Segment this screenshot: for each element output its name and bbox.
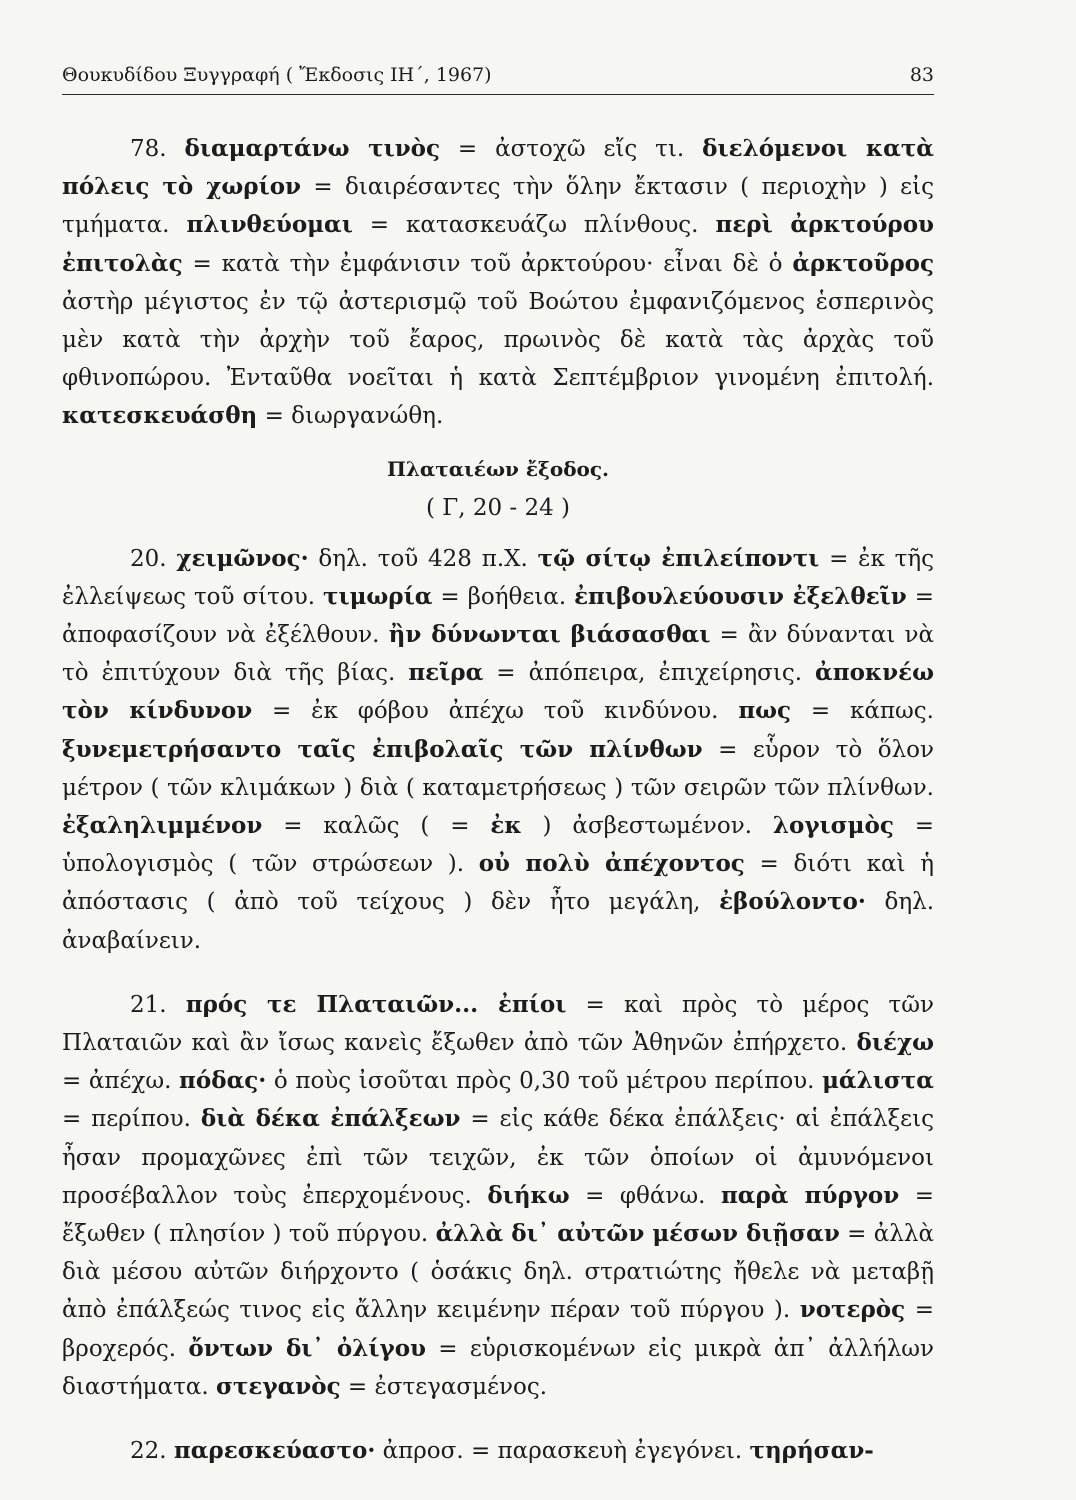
gloss: δηλ. ἀναβαίνειν. [62,889,935,954]
gloss: = βοήθεια. [432,583,575,610]
gloss: = ἔξωθεν ( πλησίον ) τοῦ πύργου. [62,1182,934,1248]
lemma: διαμαρτάνω τινὸς [184,135,441,162]
gloss: = ἀπόπειρα, ἐπιχείρησις. [483,660,816,687]
gloss: = κάπως. [791,698,934,725]
gloss: = ἐκ τῆς ἐλλείψεως τοῦ σίτου. [62,545,935,610]
lemma: πως [738,697,792,725]
paragraph-number: 21. [130,991,167,1018]
lemma: ἐκ [490,812,522,840]
gloss: = ἂν δύνανται νὰ τὸ ἐπιτύχουν διὰ τῆς βίας. [62,622,934,687]
lemma: πλινθεύομαι [186,211,353,239]
gloss: = φθάνω. [569,1182,721,1209]
lemma: χειμῶνος· [176,544,309,572]
gloss: = βροχερός. [62,1297,935,1362]
lemma: λογισμὸς [772,812,894,840]
gloss: ὁ ποὺς ἰσοῦται πρὸς 0,30 τοῦ μέτρου περίπου. [266,1068,823,1095]
gloss: = ἐστεγασμένος. [340,1373,548,1400]
lemma: ἀλλὰ δι᾿ αὐτῶν μέσων διῇσαν [435,1220,840,1248]
gloss: = περίπου. [62,1106,201,1133]
lemma: ἐπιβουλεύουσιν ἐξελθεῖν [574,582,907,610]
gloss: = ἐκ φόβου ἀπέχω τοῦ κινδύνου. [252,698,739,725]
lemma: στεγανὸς [215,1372,341,1400]
paragraph-21 [62,986,934,1406]
lemma: τηρήσαν- [749,1437,874,1465]
gloss: ἀπροσ. = παρασκευὴ ἐγεγόνει. [375,1438,750,1465]
lemma: διήκω [487,1181,570,1209]
lemma: ἢν δύνωνται βιάσασθαι [388,621,711,649]
gloss: = ἀστοχῶ εἴς τι. [440,136,703,162]
paragraph-number: 78. [130,136,167,162]
gloss: = ἀποφασίζουν νὰ ἐξέλθουν. [62,583,934,649]
paragraph-number: 22. [130,1438,167,1465]
lemma: πεῖρα [408,659,484,687]
lemma: παρὰ πύργον [720,1181,900,1209]
gloss: ἀστὴρ μέγιστος ἐν τῷ ἀστερισμῷ τοῦ Βοώτου ἐμφανιζόμενος ἑσπερινὸς μὲν κατὰ τὴν ἀρχὴν τοῦ ἔαρος, πρωινὸς δὲ κατὰ τὰς ἀρχὰς τοῦ φθινοπώρου. Ἐνταῦθα νοεῖται ἡ κατὰ Σεπτέμβριον γινομένη ἐπιτολή. [62,288,934,392]
paragraph-22 [62,1432,934,1470]
lemma: ὄντων δι᾿ ὀλίγου [188,1334,426,1362]
lemma: οὐ πολὺ ἀπέχοντος [478,850,745,878]
lemma: πόδας· [179,1067,267,1095]
lemma: διὰ δέκα ἐπάλξεων [200,1105,461,1133]
gloss: = ἀλλὰ διὰ μέσου αὐτῶν διήρχοντο ( ὁσάκις δηλ. στρατιώτης ἤθελε νὰ μεταβῇ ἀπὸ ἐπάλξεώς τινος εἰς ἄλλην κειμένην πέραν τοῦ πύργου ). [62,1221,934,1324]
lemma: τιμωρία [322,582,433,610]
lemma: μάλιστα [822,1067,934,1095]
paragraph-78 [62,130,934,436]
lemma: ἀρκτοῦρος [792,249,934,277]
gloss: = εὗρον τὸ ὅλον μέτρον ( τῶν κλιμάκων ) διὰ ( καταμετρήσεως ) τῶν σειρῶν τῶν πλίνθων. [62,736,935,801]
gloss: = κατὰ τὴν ἐμφάνισιν τοῦ ἀρκτούρου· εἶναι δὲ ὁ [182,250,793,277]
paragraph-20 [62,540,934,960]
gloss: = κατασκευάζω πλίνθους. [352,212,716,239]
lemma: πρός τε Πλαταιῶν... ἐπίοι [185,990,567,1018]
gloss: = διότι καὶ ἡ ἀπόστασις ( ἀπὸ τοῦ τείχους ) δὲν ἦτο μεγάλη, [62,851,934,916]
lemma: διέχω [856,1029,934,1057]
section-title: Πλαταιέων ἔξοδος. [386,456,610,481]
gloss: = εὑρισκομένων εἰς μικρὰ ἀπ᾿ ἀλλήλων διαστήματα. [62,1335,935,1400]
gloss: = διωργανώθη. [257,403,444,430]
paragraph-number: 20. [130,545,167,572]
gloss: δηλ. τοῦ 428 π.Χ. [308,545,538,572]
gloss: = ὑπολογισμὸς ( τῶν στρώσεων ). [62,813,934,878]
lemma: διελόμενοι κατὰ πόλεις τὸ χωρίον [62,135,934,201]
running-header [62,60,934,95]
page-body [62,130,934,1470]
lemma: ἀποκνέω τὸν κίνδυνον [62,659,934,725]
lemma: περὶ ἀρκτούρου ἐπιτολὰς [62,211,935,277]
gloss: = εἰς κάθε δέκα ἐπάλξεις· αἱ ἐπάλξεις ἦσαν προμαχῶνες ἐπὶ τῶν τειχῶν, ἐκ τῶν ὁποίων οἱ ἀμυνόμενοι προσέβαλλον τοὺς ἐπερχομένους. [62,1106,934,1209]
gloss: = ἀπέχω. [62,1068,180,1095]
section-reference: ( Γ, 20 - 24 ) [425,494,571,521]
lemma: τῷ σίτῳ ἐπιλείποντι [537,544,820,572]
lemma: ξυνεμετρήσαντο ταῖς ἐπιβολαῖς τῶν πλίνθων [62,735,703,763]
header-title: Θουκυδίδου Ξυγγραφή ( Ἔκδοσις ΙΗ΄, 1967) [62,64,492,86]
gloss: = καλῶς ( = [262,813,491,840]
page-number: 83 [909,64,934,86]
lemma: ἐβούλοντο· [719,888,866,916]
gloss: = διαιρέσαντες τὴν ὅλην ἔκτασιν ( περιοχὴν ) εἰς τμήματα. [62,174,934,239]
lemma: κατεσκευάσθη [62,402,258,430]
lemma: ἐξαληλιμμένον [62,812,263,840]
lemma: νοτερὸς [799,1296,906,1324]
gloss: ) ἀσβεστωμένον. [521,813,773,840]
gloss: = καὶ πρὸς τὸ μέρος τῶν Πλαταιῶν καὶ ἂν ἴσως κανεὶς ἔξωθεν ἀπὸ τῶν Ἀθηνῶν ἐπήρχετο. [62,991,935,1057]
lemma: παρεσκεύαστο· [173,1437,376,1465]
